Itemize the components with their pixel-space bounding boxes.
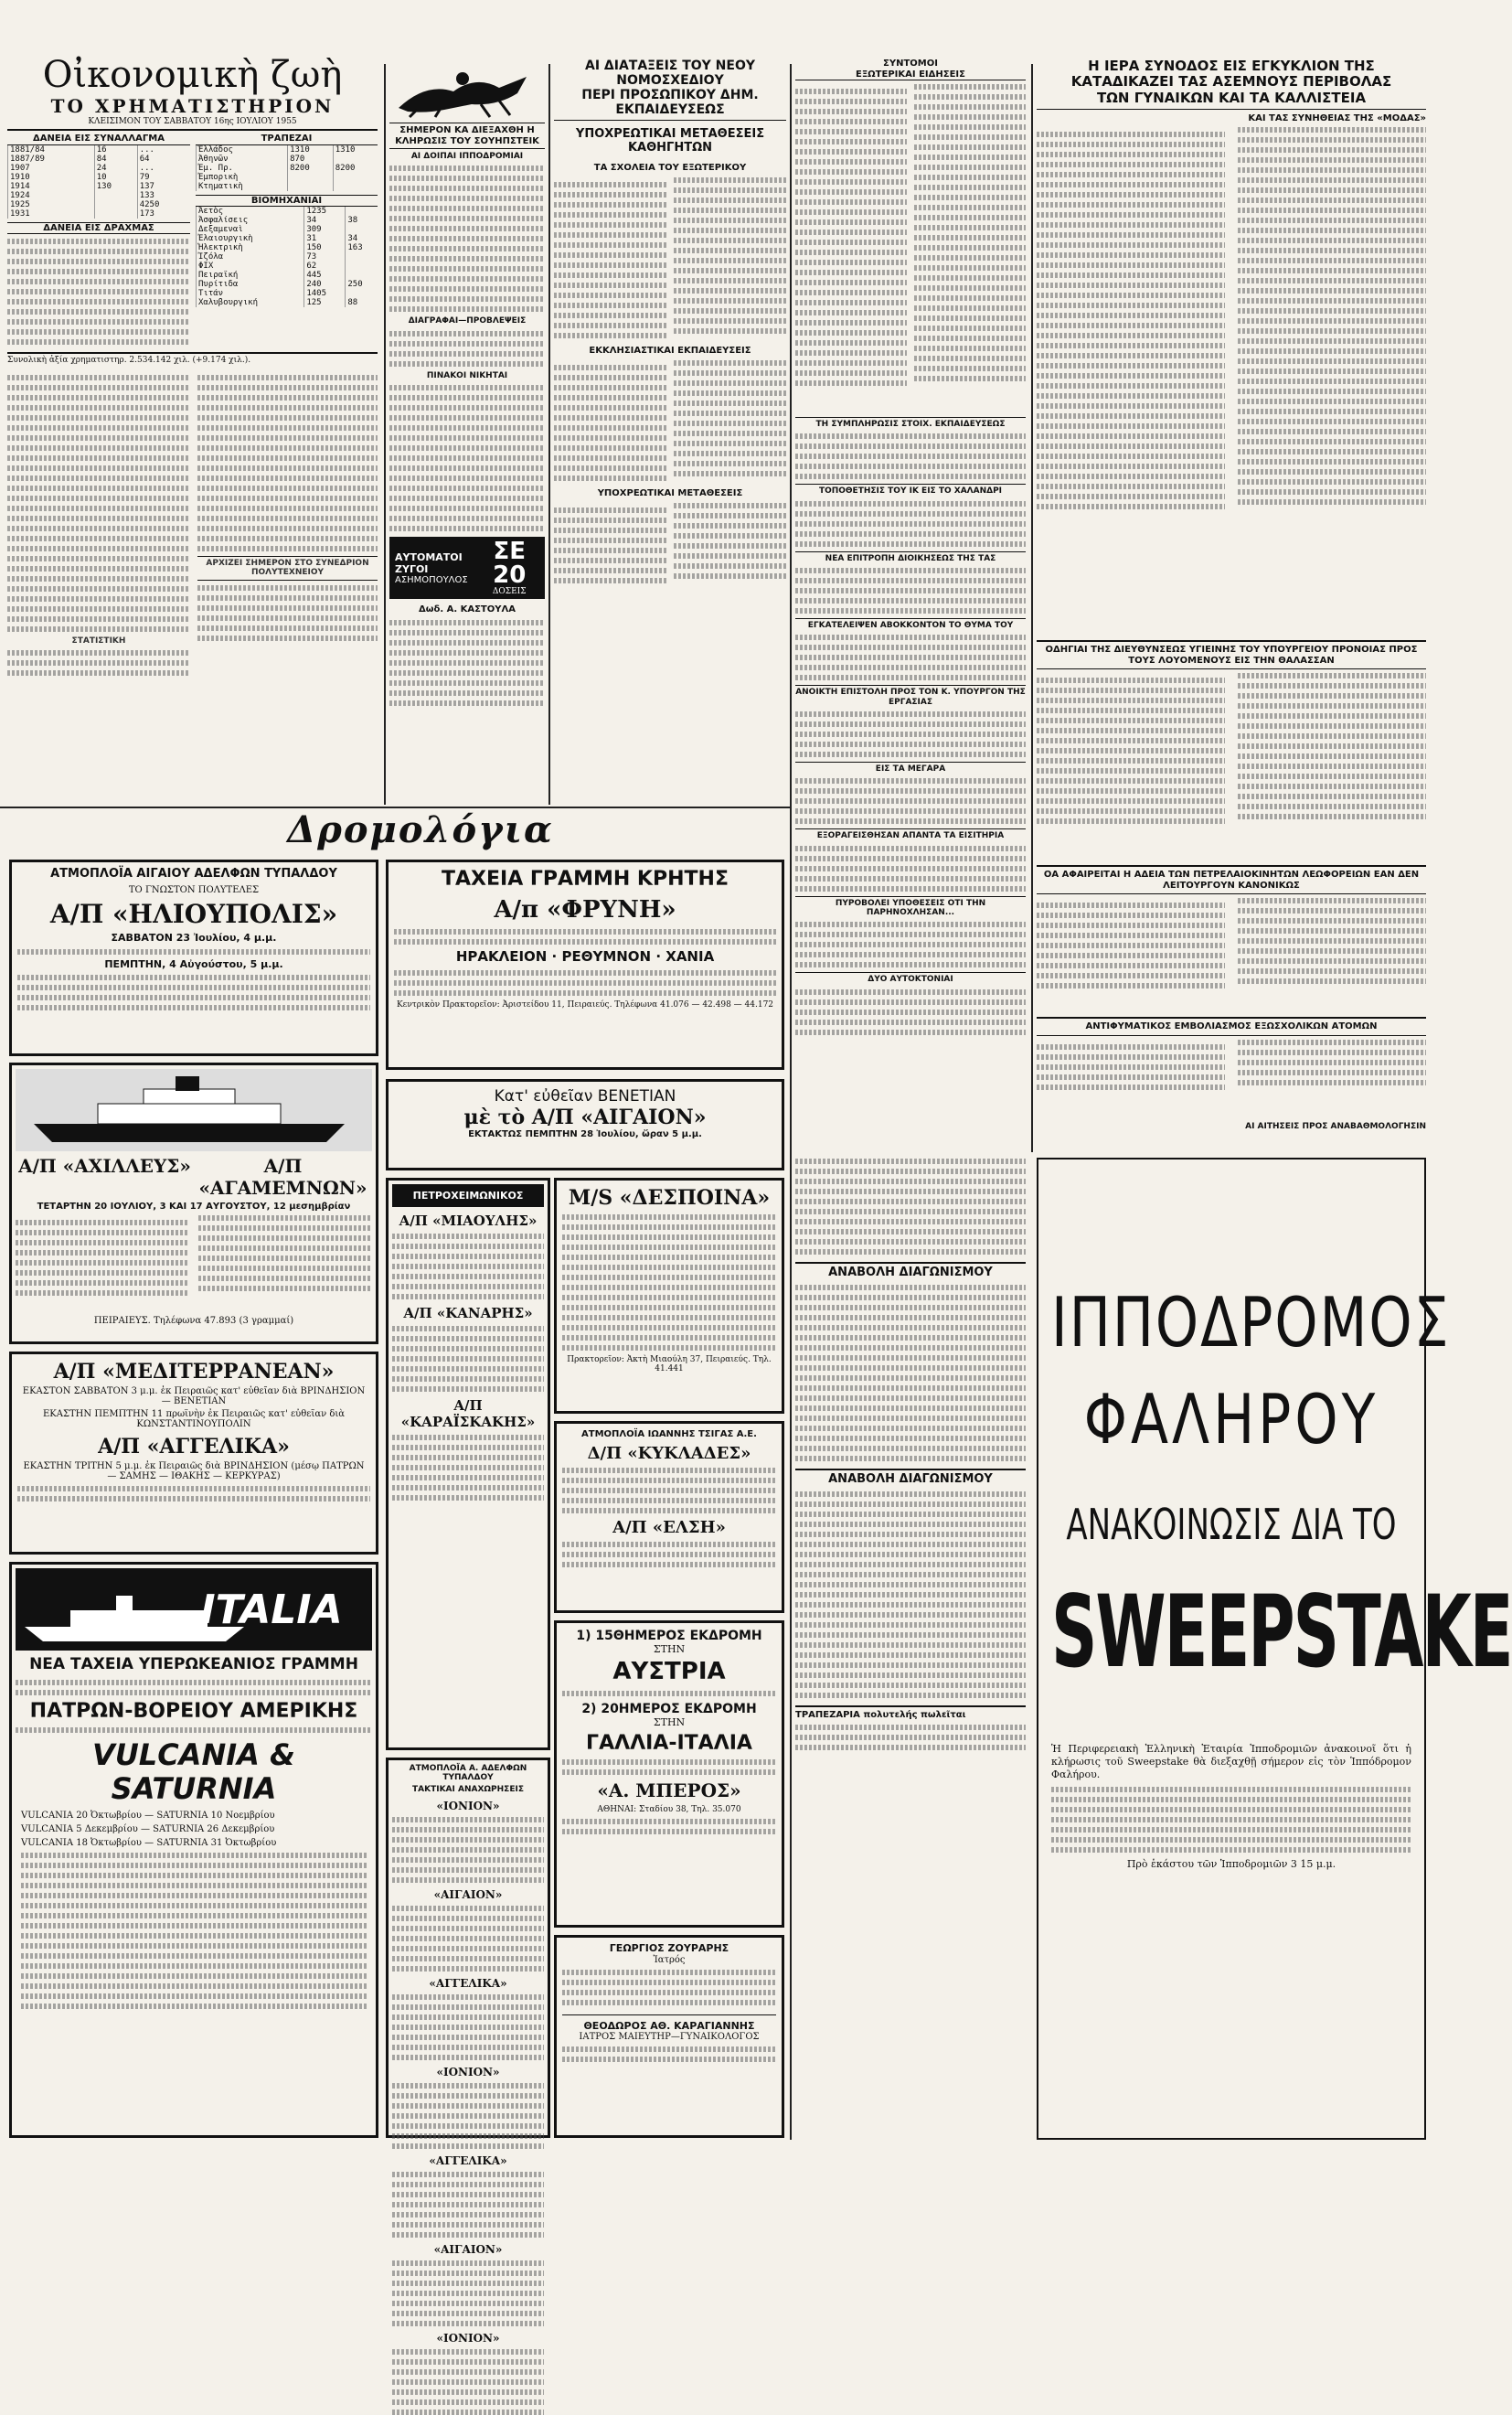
table-row: [197, 252, 378, 262]
table-cell: 1887/89: [8, 155, 95, 164]
table-cell: 1881/84: [8, 145, 95, 155]
loans-header: ΔΑΝΕΙΑ ΕΙΣ ΣΥΝΑΛΛΑΓΜΑ: [7, 134, 190, 145]
scales-ad-offer: ΣΕ 20: [493, 538, 527, 590]
table-cell: 38: [346, 216, 378, 225]
tour-label: ΣΤΗΝ: [653, 1643, 686, 1656]
ad-ship-name: Α/Π «ΜΙΑΟΥΛΗΣ»: [399, 1213, 538, 1229]
tour-title: 2) 20ΗΜΕΡΟΣ ΕΚΔΡΟΜΗ: [581, 1701, 757, 1716]
table-row: [197, 225, 378, 234]
brief-body: [795, 846, 1026, 892]
masthead-title: Οἰκονομικὴ ζωὴ: [42, 54, 343, 96]
ad-schedule: ΕΚΑΣΤΟΝ ΣΑΒΒΑΤΟΝ 3 μ.μ. ἐκ Πειραιῶς κατ' εὐθεῖαν διὰ ΒΡΙΝΔΗΣΙΟΝ — ΒΕΝΕΤΙΑΝ: [22, 1386, 366, 1406]
tour-agency: «Α. ΜΠΕΡΟΣ»: [597, 1779, 741, 1802]
education-sub-2: ΕΚΚΛΗΣΙΑΣΤΙΚΑΙ ΕΚΠΑΙΔΕΥΣΕΙΣ: [589, 346, 751, 357]
table-row: [8, 191, 191, 200]
ad-ship-name: Α/Π «ΑΓΑΜΕΜΝΩΝ»: [198, 1155, 367, 1199]
ship-illustration: [16, 1069, 372, 1151]
table-cell: Χαλυβουργική: [197, 298, 304, 307]
table-cell: 163: [346, 243, 378, 252]
table-cell: ΦΙΧ: [197, 262, 304, 271]
ship-ad-tsigas: [554, 1421, 784, 1613]
scales-ad-title: ΑΥΤΟΜΑΤΟΙ ΖΥΓΟΙ: [395, 550, 463, 575]
table-cell: [346, 262, 378, 271]
brief-title-1: ΣΥΝΤΟΜΟΙ: [883, 59, 938, 69]
column-rule: [384, 64, 386, 805]
masthead-subtitle: ΤΟ ΧΡΗΜΑΤΙΣΤΗΡΙΟΝ: [50, 95, 335, 117]
table-cell: [288, 182, 334, 191]
table-row: [197, 262, 378, 271]
table-cell: Ἐμ. Πρ.: [197, 164, 288, 173]
table-row: [197, 234, 378, 243]
table-row: [8, 182, 191, 191]
statistics-heading: ΣΤΑΤΙΣΤΙΚΗ: [71, 636, 126, 646]
ad-ship-name: M/S «ΔΕΣΠΟΙΝΑ»: [568, 1186, 771, 1210]
table-cell: 8200: [333, 164, 378, 173]
table-row: [8, 173, 191, 182]
brief-heads: [795, 417, 1026, 1035]
masthead-date: ΚΛΕΙΣΙΜΟΝ ΤΟΥ ΣΑΒΒΑΤΟΥ 16ης ΙΟΥΛΙΟΥ 1955: [7, 117, 378, 131]
ship-ad-fryni: [386, 860, 784, 1070]
ship-ad-typaldos: [386, 1758, 550, 2346]
table-cell: 34: [346, 234, 378, 243]
ad-ship-name: Α/π «ΦΡΥΝΗ»: [494, 896, 676, 924]
postponement-title: ΑΝΑΒΟΛΗ ΔΙΑΓΩΝΙΣΜΟΥ: [795, 1262, 1026, 1280]
ad-schedule-2: ΠΕΜΠΤΗΝ, 4 Αὐγούστου, 5 μ.μ.: [104, 957, 283, 970]
table-cell: ...: [137, 164, 190, 173]
table-row: [197, 145, 378, 155]
hippodrome-line-3: ΑΝΑΚΟΙΝΩΣΙΣ ΔΙΑ ΤΟ: [1066, 1501, 1397, 1550]
table-cell: [94, 209, 137, 219]
table-cell: 88: [346, 298, 378, 307]
table-cell: 1931: [8, 209, 95, 219]
table-row: [8, 155, 191, 164]
ad-schedule: ΣΑΒΒΑΤΟΝ 23 Ἰουλίου, 4 μ.μ.: [111, 931, 277, 944]
ad-schedule: VULCANIA 18 Ὀκτωβρίου — SATURNIA 31 Ὀκτωβρίου: [21, 1838, 277, 1849]
industry-header: ΒΙΟΜΗΧΑΝΙΑΙ: [196, 195, 378, 208]
brief-body: [795, 568, 1026, 614]
brief-heading: ΕΓΚΑΤΕΛΕΙΨΕΝ ΑΒΟΚΚΟΝΤΟΝ ΤΟ ΘΥΜΑ ΤΟΥ: [795, 618, 1026, 630]
brief-heading: ΑΝΟΙΚΤΗ ΕΠΙΣΤΟΛΗ ΠΡΟΣ ΤΟΝ Κ. ΥΠΟΥΡΓΟΝ ΤΗΣ ΕΡΓΑΣΙΑΣ: [795, 685, 1026, 707]
table-cell: [346, 289, 378, 298]
doctor-role: Ἰατρός: [653, 1954, 686, 1965]
table-cell: 173: [137, 209, 190, 219]
ad-company: ΑΤΜΟΠΛΟΪΑ ΙΩΑΝΝΗΣ ΤΣΙΓΑΣ Α.Ε.: [581, 1429, 757, 1439]
ship-ad-petrochim: [386, 1178, 550, 1750]
postponement-notices: [795, 1154, 1026, 2142]
table-cell: 445: [304, 271, 346, 280]
table-row: [197, 280, 378, 289]
ad-schedule: ΕΚΑΣΤΗΝ ΠΕΜΠΤΗΝ 11 πρωϊνὴν ἐκ Πειραιῶς κατ' εὐθεῖαν διὰ ΚΩΝΣΤΑΝΤΙΝΟΥΠΟΛΙΝ: [42, 1409, 346, 1429]
brief-body: [795, 989, 1026, 1035]
ad-ship-name: Α/Π «ΚΑΝΑΡΗΣ»: [403, 1305, 533, 1321]
ad-ship-name: Α/Π «ΕΛΣΗ»: [612, 1517, 726, 1537]
scales-ad: [389, 537, 545, 599]
ad-company: ΑΤΜΟΠΛΟΪΑ Α. ΑΔΕΛΦΩΝ ΤΥΠΑΛΔΟΥ: [409, 1764, 527, 1783]
education-story: [554, 59, 786, 805]
tour-ad: [554, 1620, 784, 1928]
hippodrome-line-4: SWEEPSTAKE: [1051, 1574, 1512, 1691]
table-cell: 133: [137, 191, 190, 200]
table-cell: 240: [304, 280, 346, 289]
scales-ad-offer-small: ΔΟΣΕΙΣ: [492, 587, 527, 597]
table-cell: Ἐμπορικὴ: [197, 173, 288, 182]
table-cell: Πυρίτιδα: [197, 280, 304, 289]
brief-heading: ΔΥΟ ΑΥΤΟΚΤΟΝΙΑΙ: [795, 972, 1026, 984]
ad-schedule-lines: [392, 2083, 544, 2149]
ad-ship-name: «ΙΟΝΙΟΝ»: [436, 2066, 500, 2079]
table-cell: 1914: [8, 182, 95, 191]
ad-route: ΠΑΤΡΩΝ-ΒΟΡΕΙΟΥ ΑΜΕΡΙΚΗΣ: [29, 1699, 358, 1723]
brief-news-column: [795, 59, 1026, 1147]
brief-body: [795, 433, 1026, 479]
ad-schedule-lines: [392, 1435, 544, 1501]
synod-title-1: Η ΙΕΡΑ ΣΥΝΟΔΟΣ ΕΙΣ ΕΓΚΥΚΛΙΟΝ ΤΗΣ: [1088, 58, 1375, 74]
regrading-title: ΑΙ ΑΙΤΗΣΕΙΣ ΠΡΟΣ ΑΝΑΒΑΘΜΟΛΟΓΗΣΙΝ: [1245, 1121, 1426, 1131]
table-cell: 870: [288, 155, 334, 164]
table-cell: 34: [304, 216, 346, 225]
hippodrome-body: Ἡ Περιφερειακὴ Ἑλληνικὴ Ἑταιρία Ἱπποδρομιῶν ἀνακοινοῖ ὅτι ἡ κλήρωσις τοῦ Sweepstake θὰ διεξαχθῇ σήμερον εἰς τὸν Ἱππόδρομον Φαλήρου.: [1051, 1743, 1411, 1780]
table-cell: Ἡλεκτρικὴ: [197, 243, 304, 252]
table-cell: [288, 173, 334, 182]
table-cell: 62: [304, 262, 346, 271]
market-summary: Συνολικὴ ἀξία χρηματιστηρ. 2.534.142 χιλ. (+9.174 χιλ.).: [7, 352, 378, 365]
ad-company: ΠΕΤΡΟΧΕΙΜΩΝΙΚΟΣ: [392, 1184, 544, 1207]
ad-route: ΗΡΑΚΛΕΙΟΝ · ΡΕΘΥΜΝΟΝ · ΧΑΝΙΑ: [455, 948, 715, 966]
ad-schedule-lines: [392, 1326, 544, 1392]
table-cell: 4250: [137, 200, 190, 209]
table-row: [197, 216, 378, 225]
synod-story: [1037, 59, 1426, 635]
table-cell: 1235: [304, 207, 346, 216]
synod-title-2: ΚΑΤΑΔΙΚΑΖΕΙ ΤΑΣ ΑΣΕΜΝΟΥΣ ΠΕΡΙΒΟΛΑΣ: [1070, 73, 1392, 91]
ship-ad-achilleus: [9, 1063, 378, 1344]
table-cell: Τιτάν: [197, 289, 304, 298]
ad-ship-name: «ΑΓΓΕΛΙΚΑ»: [429, 2154, 507, 2168]
ad-company: ΑΤΜΟΠΛΟΪΑ ΑΙΓΑΙΟΥ ΑΔΕΛΦΩΝ ΤΥΠΑΛΔΟΥ: [50, 867, 337, 881]
brief-heading: ΠΥΡΟΒΟΛΕΙ ΥΠΟΘΕΣΕΙΣ ΟΤΙ ΤΗΝ ΠΑΡΗΝΟΧΛΗΣΑΝ...: [795, 896, 1026, 918]
table-cell: Ἰζόλα: [197, 252, 304, 262]
tour-title: 1) 15ΘΗΜΕΡΟΣ ΕΚΔΡΟΜΗ: [576, 1629, 762, 1643]
ad-ship-name: Α/Π «ΚΑΡΑΪΣΚΑΚΗΣ»: [400, 1397, 536, 1430]
table-cell: 64: [137, 155, 190, 164]
table-row: [197, 173, 378, 182]
table-row: [8, 145, 191, 155]
table-cell: Κτηματικὴ: [197, 182, 288, 191]
education-title-2: ΠΕΡΙ ΠΡΟΣΩΠΙΚΟΥ ΔΗΜ. ΕΚΠΑΙΔΕΥΣΕΩΣ: [554, 88, 786, 121]
table-cell: 1907: [8, 164, 95, 173]
banks-table: [196, 145, 378, 191]
brief-body: [795, 501, 1026, 547]
table-row: [197, 182, 378, 191]
table-cell: ...: [137, 145, 190, 155]
brief-body: [795, 922, 1026, 967]
table-cell: [94, 191, 137, 200]
doctor-name: ΓΕΩΡΓΙΟΣ ΖΟΥΡΑΡΗΣ: [609, 1942, 729, 1954]
brief-title-2: ΕΞΩΤΕΡΙΚΑΙ ΕΙΔΗΣΕΙΣ: [795, 69, 1026, 81]
ad-agent: Πρακτορεῖον: Ἀκτὴ Μιαούλη 37, Πειραιεύς. Τηλ. 41.441: [567, 1355, 772, 1373]
drachma-loans-header: ΔΑΝΕΙΑ ΕΙΣ ΔΡΑΧΜΑΣ: [7, 222, 190, 235]
ad-schedule: ΤΕΤΑΡΤΗΝ 20 ΙΟΥΛΙΟΥ, 3 ΚΑΙ 17 ΑΥΓΟΥΣΤΟΥ, 12 μεσημβρίαν: [37, 1202, 351, 1212]
table-cell: 150: [304, 243, 346, 252]
hippodrome-footer: Πρὸ ἑκάστου τῶν Ἱπποδρομιῶν 3 15 μ.μ.: [1126, 1858, 1336, 1870]
table-cell: [94, 200, 137, 209]
ship-ad-mediterranean: [9, 1352, 378, 1555]
table-cell: Ἑλλάδος: [197, 145, 288, 155]
table-cell: [346, 271, 378, 280]
ad-schedule: VULCANIA 20 Ὀκτωβρίου — SATURNIA 10 Νοεμβρίου: [21, 1811, 275, 1822]
table-cell: [333, 182, 378, 191]
ad-schedule: ΕΚΑΣΤΗΝ ΤΡΙΤΗΝ 5 μ.μ. ἐκ Πειραιῶς διὰ ΒΡΙΝΔΗΣΙΟΝ (μέσῳ ΠΑΤΡΩΝ — ΣΑΜΗΣ — ΙΘΑΚΗΣ — ΚΕΡΚΥΡΑΣ): [23, 1461, 365, 1481]
loans-table: [7, 145, 190, 219]
table-cell: 1924: [8, 191, 95, 200]
ad-ship-name: Α/Π «ΗΛΙΟΥΠΟΛΙΣ»: [49, 898, 338, 929]
table-row: [197, 207, 378, 216]
classified-furniture: ΤΡΑΠΕΖΑΡΙΑ πολυτελής πωλεῖται: [795, 1705, 1026, 1721]
table-cell: 309: [304, 225, 346, 234]
section-title: Δρομολόγια: [287, 808, 554, 851]
ship-ad-italia: [9, 1562, 378, 2138]
ad-pre: Κατ' εὐθεῖαν BENETIAN: [494, 1087, 676, 1106]
hippodrome-line-1: ΙΠΠΟΔΡΟΜΟΣ: [1051, 1283, 1451, 1363]
ad-agent: Κεντρικὸν Πρακτορεῖον: Ἀριστείδου 11, Πειραιεύς. Τηλέφωνα 41.076 — 42.498 — 44.172: [396, 999, 774, 1010]
ad-schedule: VULCANIA 5 Δεκεμβρίου — SATURNIA 26 Δεκεμβρίου: [21, 1824, 275, 1835]
education-sub-1: ΤΑ ΣΧΟΛΕΙΑ ΤΟΥ ΕΞΩΤΕΡΙΚΟΥ: [593, 163, 747, 174]
table-row: [8, 209, 191, 219]
education-title-1: ΑΙ ΔΙΑΤΑΞΕΙΣ ΤΟΥ ΝΕΟΥ ΝΟΜΟΣΧΕΔΙΟΥ: [584, 59, 756, 89]
ad-ship-name: Α/Π «ΑΧΙΛΛΕΥΣ»: [18, 1155, 191, 1177]
table-cell: Πειραϊκή: [197, 271, 304, 280]
italia-brand: ITALIA: [200, 1586, 343, 1633]
industry-table: [196, 207, 378, 307]
education-title-3: ΥΠΟΧΡΕΩΤΙΚΑΙ ΜΕΤΑΘΕΣΕΙΣ ΚΑΘΗΓΗΤΩΝ: [575, 127, 765, 155]
horse-rider-illustration: [389, 64, 536, 119]
ad-pre: ΤΟ ΓΝΩΣΤΟΝ ΠΟΛΥΤΕΛΕΣ: [128, 884, 260, 895]
table-cell: [346, 207, 378, 216]
brief-body: [795, 635, 1026, 680]
doctor-ads: [554, 1935, 784, 2138]
table-row: [197, 164, 378, 173]
ad-ship-name: «ΑΓΓΕΛΙΚΑ»: [429, 1977, 507, 1991]
table-row: [197, 243, 378, 252]
table-row: [197, 298, 378, 307]
column-rule: [1031, 64, 1033, 1152]
tour-destination: ΓΑΛΛΙΑ-ΙΤΑΛΙΑ: [586, 1732, 752, 1756]
brief-body: [795, 711, 1026, 757]
table-cell: [333, 173, 378, 182]
table-cell: 1310: [333, 145, 378, 155]
brief-body: [795, 778, 1026, 824]
table-cell: 250: [346, 280, 378, 289]
table-cell: 24: [94, 164, 137, 173]
vaccination-title: ΑΝΤΙΦΥΜΑΤΙΚΟΣ ΕΜΒΟΛΙΑΣΜΟΣ ΕΞΩΣΧΟΛΙΚΩΝ ΑΤΟΜΩΝ: [1037, 1017, 1426, 1036]
ad-ship-name: «ΙΟΝΙΟΝ»: [436, 2332, 500, 2346]
ad-ship-name: «ΑΙΓΑΙΟΝ»: [433, 1888, 503, 1902]
doctor-name: ΘΕΟΔΩΡΟΣ ΑΘ. ΚΑΡΑΓΙΑΝΝΗΣ: [562, 2014, 776, 2033]
petro-ship-list: [392, 1213, 544, 1501]
table-cell: 8200: [288, 164, 334, 173]
ship-ad-aigaion: [386, 1079, 784, 1170]
ad-agent: ΠΕΙΡΑΙΕΥΣ. Τηλέφωνα 47.893 (3 γραμμαί): [93, 1315, 294, 1326]
synod-title-3: ΤΩΝ ΓΥΝΑΙΚΩΝ ΚΑΙ ΤΑ ΚΑΛΛΙΣΤΕΙΑ: [1037, 91, 1426, 110]
table-row: [197, 271, 378, 280]
table-cell: Ἀετὸς: [197, 207, 304, 216]
horse-race-sub2: ΔΙΑΓΡΑΦΑΙ—ΠΡΟΒΛΕΨΕΙΣ: [408, 316, 527, 326]
ad-line: ΤΑΧΕΙΑ ΓΡΑΜΜΗ ΚΡΗΤΗΣ: [442, 868, 729, 891]
column-rule: [548, 64, 550, 805]
table-cell: 1925: [8, 200, 95, 209]
markets-column: [7, 55, 378, 805]
table-row: [8, 164, 191, 173]
ad-schedule-lines: [392, 1234, 544, 1299]
table-cell: 73: [304, 252, 346, 262]
ad-header: ΤΑΚΤΙΚΑΙ ΑΝΑΧΩΡΗΣΕΙΣ: [412, 1784, 524, 1794]
brief-heading: ΕΞΟΡΑΓΕΙΣΘΗΣΑΝ ΑΠΑΝΤΑ ΤΑ ΕΙΣΙΤΗΡΙΑ: [795, 828, 1026, 840]
ad-ship-name: Α/Π «ΑΓΓΕΛΙΚΑ»: [98, 1435, 290, 1459]
column-rule: [790, 64, 792, 2140]
typaldos-ship-list: [392, 1800, 544, 2415]
ad-ship-name: Α/Π «ΜΕΔΙΤΕΡΡΑΝΕΑΝ»: [53, 1360, 335, 1384]
brief-heading: ΕΙΣ ΤΑ ΜΕΓΑΡΑ: [795, 762, 1026, 774]
doctor-role: ΙΑΤΡΟΣ ΜΑΙΕΥΤΗΡ—ΓΥΝΑΙΚΟΛΟΓΟΣ: [579, 2032, 760, 2043]
ad-schedule-lines: [392, 1817, 544, 1883]
brief-heading: ΤΟΠΟΘΕΤΗΣΙΣ ΤΟΥ ΙΚ ΕΙΣ ΤΟ ΧΑΛΑΝΔΡΙ: [795, 484, 1026, 496]
synod-sub: ΚΑΙ ΤΑΣ ΣΥΝΗΘΕΙΑΣ ΤΗΣ «ΜΟΔΑΣ»: [1248, 112, 1426, 123]
table-cell: Δεξαμεναὶ: [197, 225, 304, 234]
table-cell: 84: [94, 155, 137, 164]
horse-race-sub3: ΠΙΝΑΚΟΙ ΝΙΚΗΤΑΙ: [426, 370, 508, 380]
ad-ship-name: «ΑΙΓΑΙΟΝ»: [433, 2243, 503, 2257]
table-cell: Ἐλαιουργικὴ: [197, 234, 304, 243]
table-cell: Ἀσφαλίσεις: [197, 216, 304, 225]
ad-schedule-lines: [392, 2260, 544, 2326]
horse-race-title: ΣΗΜΕΡΟΝ ΚΑ ΔΙΕΞΑΧΘΗ Η ΚΛΗΡΩΣΙΣ ΤΟΥ ΣΟΥΗΠΣΤΕΙΚ: [389, 123, 545, 149]
horse-race-sub: ΑΙ ΔΟΙΠΑΙ ΙΠΠΟΔΡΟΜΙΑΙ: [410, 152, 524, 161]
table-cell: 1310: [288, 145, 334, 155]
ad-schedule: ΕΚΤΑΚΤΩΣ ΠΕΜΠΤΗΝ 28 Ἰουλίου, ὥραν 5 μ.μ.: [468, 1129, 702, 1139]
table-cell: 10: [94, 173, 137, 182]
table-cell: 31: [304, 234, 346, 243]
ad-schedule-lines: [392, 1994, 544, 2060]
table-cell: 1910: [8, 173, 95, 182]
table-row: [197, 155, 378, 164]
ad-schedule-lines: [392, 2172, 544, 2238]
brief-heading: ΤΗ ΣΥΜΠΛΗΡΩΣΙΣ ΣΤΟΙΧ. ΕΚΠΑΙΔΕΥΣΕΩΣ: [795, 417, 1026, 429]
hippodrome-line-2: ΦΑΛΗΡΟΥ: [1083, 1380, 1379, 1460]
ad-schedule-lines: [392, 1906, 544, 1972]
brief-heading: ΝΕΑ ΕΠΙΤΡΟΠΗ ΔΙΟΙΚΗΣΕΩΣ ΤΗΣ ΤΑΣ: [795, 551, 1026, 563]
scales-ad-brand: ΑΣΗΜΟΠΟΥΛΟΣ: [395, 574, 468, 585]
byline: Δωδ. Α. ΚΑΣΤΟΥΛΑ: [419, 604, 516, 615]
table-row: [197, 289, 378, 298]
table-row: [8, 200, 191, 209]
table-cell: [333, 155, 378, 164]
education-sub-3: ΥΠΟΧΡΕΩΤΙΚΑΙ ΜΕΤΑΘΕΣΕΙΣ: [597, 488, 743, 499]
health-notice: [1037, 640, 1426, 1152]
ad-line: ΝΕΑ ΤΑΧΕΙΑ ΥΠΕΡΩΚΕΑΝΙΟΣ ΓΡΑΜΜΗ: [29, 1655, 358, 1673]
hippodrome-ad: [1037, 1158, 1512, 2140]
tour-destination: ΑΥΣΤΡΙΑ: [612, 1658, 726, 1686]
tour-label: ΣΤΗΝ: [653, 1716, 686, 1729]
bus-license-title: ΟΑ ΑΦΑΙΡΕΙΤΑΙ Η ΑΔΕΙΑ ΤΩΝ ΠΕΤΡΕΛΑΙΟΚΙΝΗΤΩΝ ΛΕΩΦΟΡΕΙΩΝ ΕΑΝ ΔΕΝ ΛΕΙΤΟΥΡΓΟΥΝ ΚΑΝΟΝΙΚΩΣ: [1037, 865, 1426, 894]
table-cell: [346, 252, 378, 262]
health-title: ΟΔΗΓΙΑΙ ΤΗΣ ΔΙΕΥΘΥΝΣΕΩΣ ΥΓΙΕΙΝΗΣ ΤΟΥ ΥΠΟΥΡΓΕΙΟΥ ΠΡΟΝΟΙΑΣ ΠΡΟΣ ΤΟΥΣ ΛΟΥΟΜΕΝΟΥΣ ΕΙΣ ΤΗΝ ΘΑΛΑΣΣΑΝ: [1037, 640, 1426, 669]
table-cell: 1405: [304, 289, 346, 298]
horse-race-column: [389, 64, 545, 805]
ad-ship-name: «ΙΟΝΙΟΝ»: [436, 1800, 500, 1813]
table-cell: 16: [94, 145, 137, 155]
tour-address: ΑΘΗΝΑΙ: Σταδίου 38, Τηλ. 35.070: [597, 1805, 741, 1815]
ad-ship-name: μὲ τὸ Α/Π «ΑΙΓΑΙΟΝ»: [463, 1106, 707, 1129]
school-heading: ΑΡΧΙΖΕΙ ΣΗΜΕΡΟΝ ΣΤΟ ΣΥΝΕΔΡΙΟΝ ΠΟΛΥΤΕΧΝΕΙΟΥ: [197, 556, 378, 581]
table-cell: [346, 225, 378, 234]
ad-ship-name: Δ/Π «ΚΥΚΛΑΔΕΣ»: [587, 1443, 751, 1463]
ship-ad-despoina: [554, 1178, 784, 1414]
table-cell: 130: [94, 182, 137, 191]
banks-header: ΤΡΑΠΕΖΑΙ: [196, 134, 378, 145]
table-cell: Ἀθηνῶν: [197, 155, 288, 164]
ad-schedule-lines: [392, 2349, 544, 2415]
ad-ships: VULCANIA & SATURNIA: [92, 1736, 295, 1806]
table-cell: 125: [304, 298, 346, 307]
postponement-title: ΑΝΑΒΟΛΗ ΔΙΑΓΩΝΙΣΜΟΥ: [795, 1469, 1026, 1487]
table-cell: 137: [137, 182, 190, 191]
ship-ad-helioupolis: [9, 860, 378, 1056]
table-cell: 79: [137, 173, 190, 182]
